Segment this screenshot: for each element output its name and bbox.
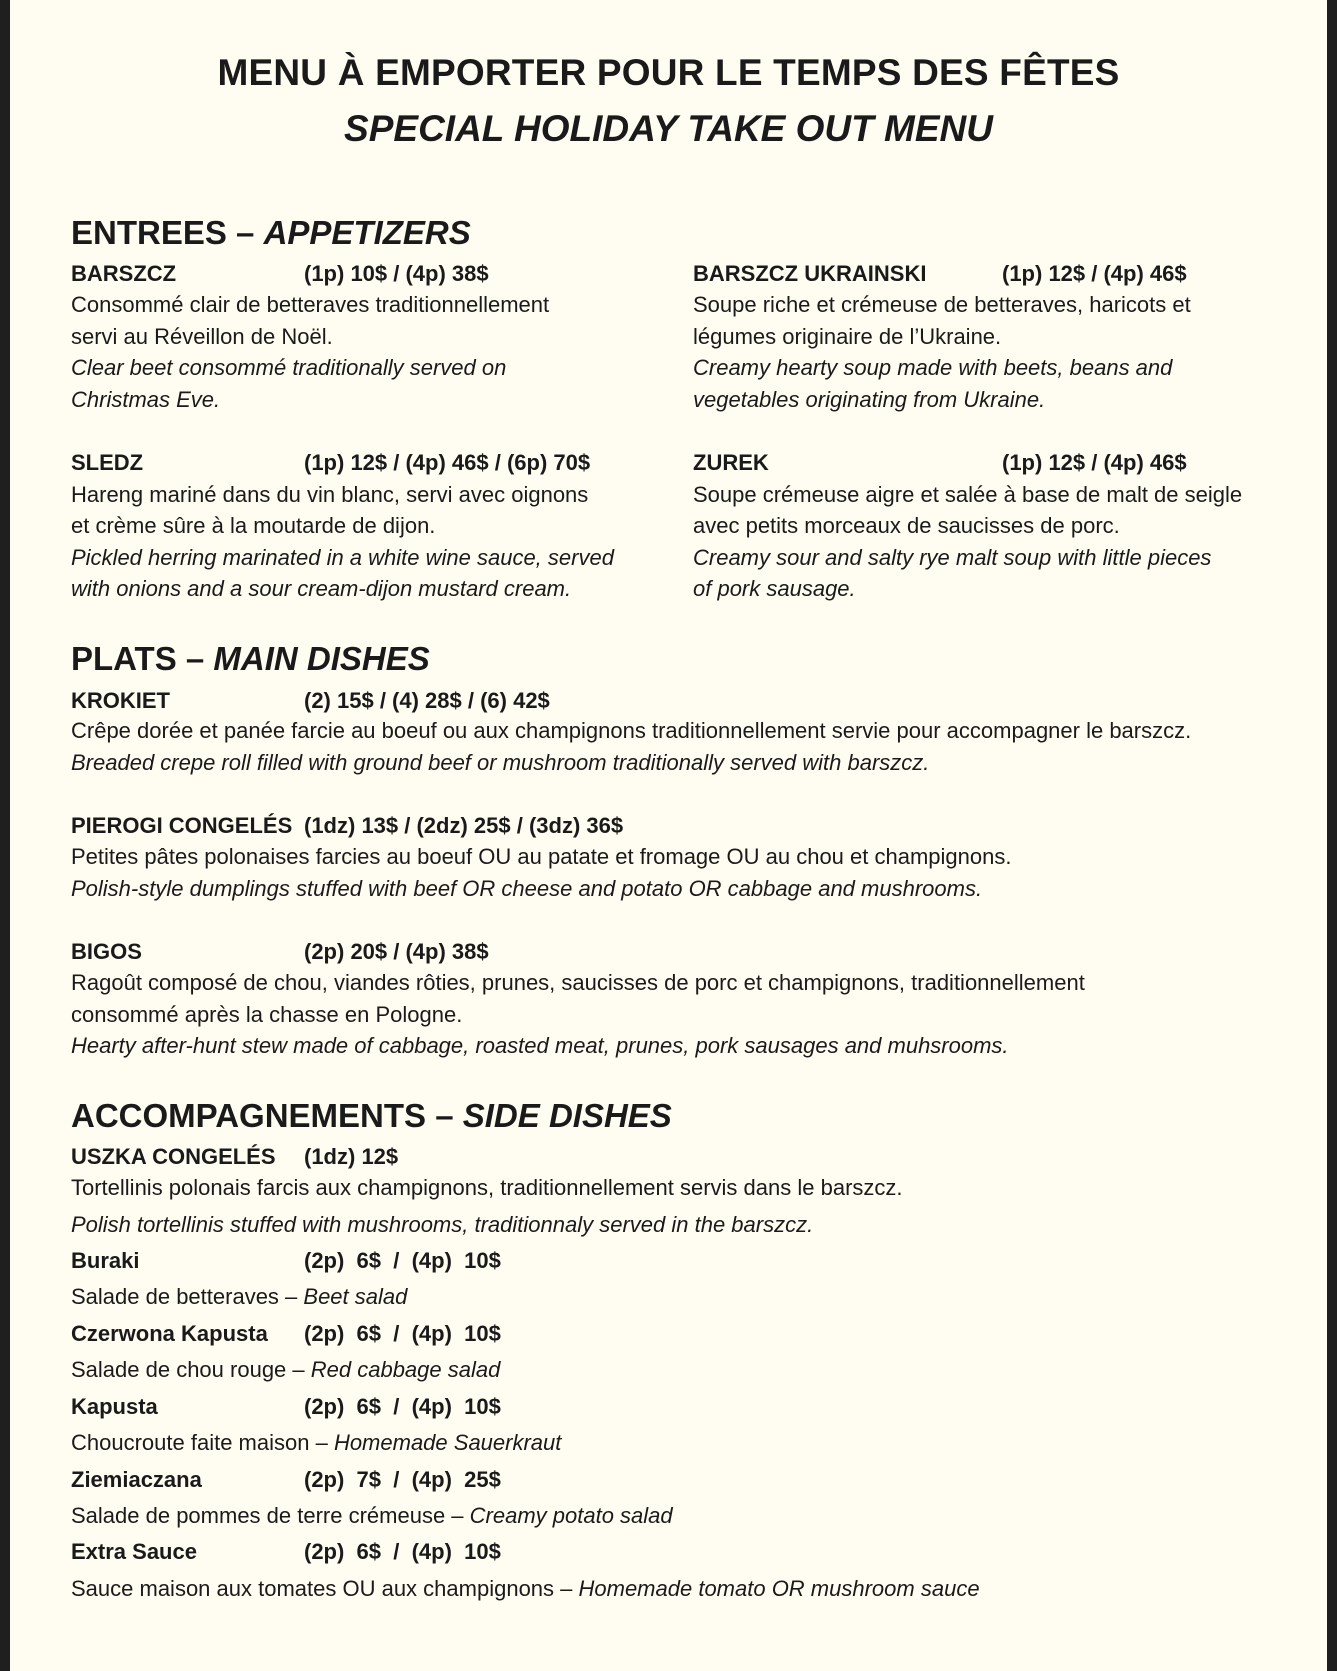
side-desc (71, 1576, 980, 1602)
item-price: (2p) 6$ / (4p) 10$ (304, 1321, 501, 1346)
item-desc-fr: servi au Réveillon de Noël. (71, 324, 333, 349)
item-desc-en: Christmas Eve. (71, 387, 221, 412)
side-desc-en: Homemade tomato OR mushroom sauce (578, 1576, 980, 1601)
item-desc-fr: Crêpe dorée et panée farcie au boeuf ou aux champignons traditionnellement servie pour accompagner le barszcz. (71, 718, 1192, 743)
item-desc-en: Pickled herring marinated in a white wine sauce, served (71, 545, 614, 570)
item-name: KROKIET (71, 688, 170, 713)
item-price: (2p) 6$ / (4p) 10$ (304, 1248, 501, 1273)
item-desc-fr: consommé après la chasse en Pologne. (71, 1002, 463, 1027)
item-name: BARSZCZ (71, 261, 177, 286)
side-desc-en: Homemade Sauerkraut (333, 1430, 562, 1455)
item-name: ZUREK (693, 450, 769, 475)
menu-title-fr: MENU À EMPORTER POUR LE TEMPS DES FÊTES (217, 52, 1120, 93)
item-desc-en: with onions and a sour cream-dijon mustard cream. (71, 576, 572, 601)
item-price: (2p) 20$ / (4p) 38$ (304, 939, 489, 964)
item-desc-fr: légumes originaire de l’Ukraine. (693, 324, 1002, 349)
side-desc (71, 1430, 561, 1456)
menu-page (10, 0, 1327, 1671)
side-desc (71, 1503, 673, 1529)
side-desc-fr: Salade de betteraves – (71, 1284, 304, 1309)
item-name: Extra Sauce (71, 1539, 197, 1564)
item-desc-fr: Petites pâtes polonaises farcies au boeuf OU au patate et fromage OU au chou et champignons. (71, 844, 1012, 869)
side-desc (71, 1357, 500, 1383)
item-desc-en: Polish-style dumplings stuffed with beef OR cheese and potato OR cabbage and mushrooms. (71, 876, 983, 901)
item-desc-fr: Soupe crémeuse aigre et salée à base de malt de seigle (693, 482, 1243, 507)
item-name: PIEROGI CONGELÉS (71, 813, 293, 838)
item-name: Kapusta (71, 1394, 158, 1419)
item-desc-fr: Consommé clair de betteraves traditionnellement (71, 292, 550, 317)
appetizers-heading (71, 214, 471, 252)
item-price: (2) 15$ / (4) 28$ / (6) 42$ (304, 688, 550, 713)
item-price: (1dz) 13$ / (2dz) 25$ / (3dz) 36$ (304, 813, 624, 838)
item-desc-fr: et crème sûre à la moutarde de dijon. (71, 513, 436, 538)
item-name: Ziemiaczana (71, 1467, 202, 1492)
menu-title-en: SPECIAL HOLIDAY TAKE OUT MENU (344, 108, 993, 149)
item-price: (2p) 6$ / (4p) 10$ (304, 1394, 501, 1419)
mains-heading-fr: PLATS – (71, 640, 214, 677)
side-desc-fr: Sauce maison aux tomates OU aux champignons – (71, 1576, 579, 1601)
item-name: BIGOS (71, 939, 142, 964)
appetizers-heading-en: APPETIZERS (263, 214, 471, 251)
item-price: (1dz) 12$ (304, 1144, 399, 1169)
sides-heading-en: SIDE DISHES (462, 1097, 672, 1134)
item-desc-en: Polish tortellinis stuffed with mushrooms, traditionnaly served in the barszcz. (71, 1212, 814, 1237)
side-desc-fr: Choucroute faite maison – (71, 1430, 334, 1455)
item-price: (1p) 12$ / (4p) 46$ (1002, 261, 1187, 286)
item-name: USZKA CONGELÉS (71, 1144, 276, 1169)
item-desc-en: of pork sausage. (693, 576, 856, 601)
item-desc-fr: Ragoût composé de chou, viandes rôties, prunes, saucisses de porc et champignons, traditionnellement (71, 970, 1085, 995)
item-desc-en: Hearty after-hunt stew made of cabbage, roasted meat, prunes, pork sausages and muhsrooms. (71, 1033, 1009, 1058)
item-name: SLEDZ (71, 450, 144, 475)
side-desc-en: Creamy potato salad (469, 1503, 673, 1528)
item-desc-fr: avec petits morceaux de saucisses de porc. (693, 513, 1120, 538)
item-price: (2p) 6$ / (4p) 10$ (304, 1539, 501, 1564)
side-desc-fr: Salade de chou rouge – (71, 1357, 311, 1382)
item-price: (2p) 7$ / (4p) 25$ (304, 1467, 501, 1492)
item-desc-en: vegetables originating from Ukraine. (693, 387, 1046, 412)
mains-heading-en: MAIN DISHES (213, 640, 430, 677)
item-desc-en: Clear beet consommé traditionally served on (71, 355, 507, 380)
mains-heading (71, 640, 430, 678)
item-price: (1p) 10$ / (4p) 38$ (304, 261, 489, 286)
item-price: (1p) 12$ / (4p) 46$ (1002, 450, 1187, 475)
item-desc-fr: Tortellinis polonais farcis aux champignons, traditionnellement servis dans le barszcz. (71, 1175, 903, 1200)
item-name: Czerwona Kapusta (71, 1321, 268, 1346)
item-name: Buraki (71, 1248, 140, 1273)
item-desc-en: Creamy sour and salty rye malt soup with little pieces (693, 545, 1212, 570)
side-desc (71, 1284, 407, 1310)
side-desc-en: Beet salad (303, 1284, 408, 1309)
sides-heading (71, 1097, 672, 1135)
item-name: BARSZCZ UKRAINSKI (693, 261, 927, 286)
item-price: (1p) 12$ / (4p) 46$ / (6p) 70$ (304, 450, 591, 475)
item-desc-en: Creamy hearty soup made with beets, beans and (693, 355, 1173, 380)
side-desc-en: Red cabbage salad (310, 1357, 501, 1382)
sides-heading-fr: ACCOMPAGNEMENTS – (71, 1097, 463, 1134)
appetizers-heading-fr: ENTREES – (71, 214, 264, 251)
item-desc-fr: Soupe riche et crémeuse de betteraves, haricots et (693, 292, 1191, 317)
side-desc-fr: Salade de pommes de terre crémeuse – (71, 1503, 470, 1528)
item-desc-en: Breaded crepe roll filled with ground beef or mushroom traditionally served with barszcz. (71, 750, 930, 775)
item-desc-fr: Hareng mariné dans du vin blanc, servi avec oignons (71, 482, 589, 507)
